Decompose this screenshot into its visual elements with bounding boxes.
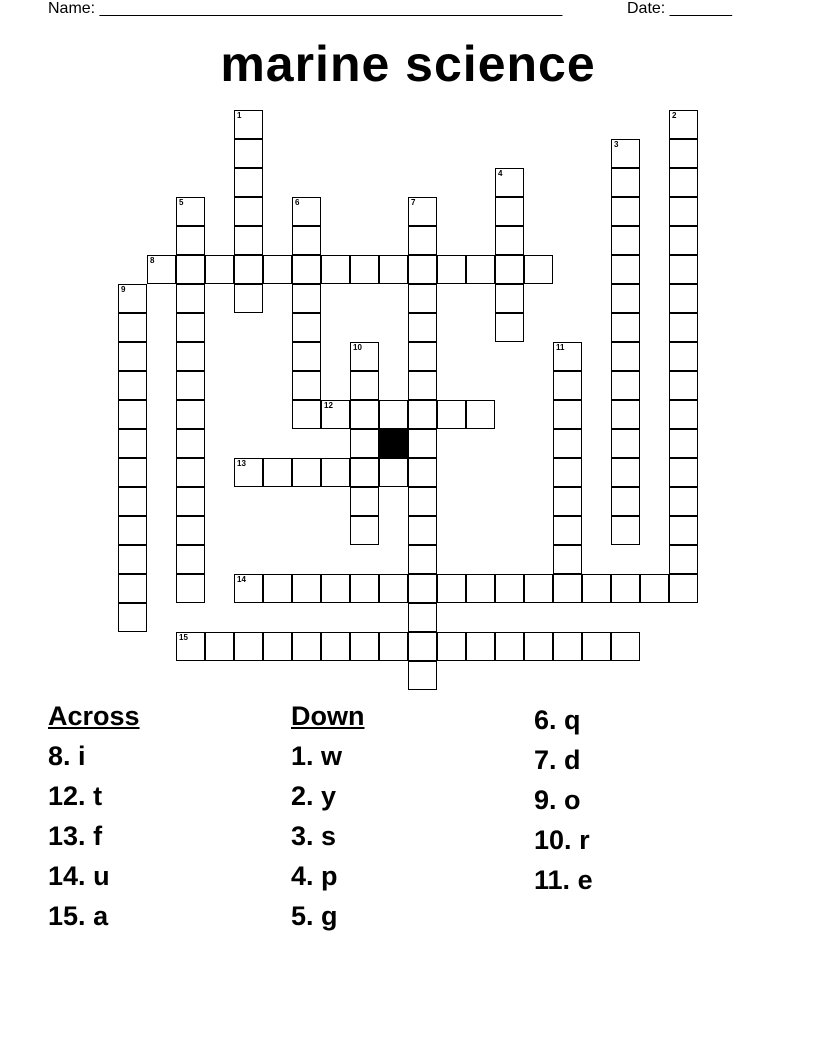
clue-number: 2 bbox=[672, 111, 677, 120]
grid-cell[interactable] bbox=[292, 458, 321, 487]
clue-down: 5. g bbox=[291, 901, 338, 931]
clue-across: 13. f bbox=[48, 821, 103, 851]
grid-cell[interactable] bbox=[176, 313, 205, 342]
grid-cell[interactable] bbox=[669, 255, 698, 284]
clue-number: 11 bbox=[556, 343, 565, 352]
grid-cell[interactable] bbox=[176, 255, 205, 284]
clue-across: 15. a bbox=[48, 901, 109, 931]
down-heading: Down bbox=[291, 701, 365, 731]
grid-cell[interactable] bbox=[669, 487, 698, 516]
clue-down: 4. p bbox=[291, 861, 338, 891]
grid-cell[interactable] bbox=[292, 197, 321, 226]
grid-cell[interactable] bbox=[350, 574, 379, 603]
grid-cell[interactable] bbox=[669, 110, 698, 139]
grid-cell[interactable] bbox=[234, 197, 263, 226]
grid-cell[interactable] bbox=[553, 458, 582, 487]
grid-cell[interactable] bbox=[176, 487, 205, 516]
grid-cell[interactable] bbox=[466, 632, 495, 661]
grid-cell[interactable] bbox=[669, 197, 698, 226]
grid-cell[interactable] bbox=[234, 458, 263, 487]
grid-cell[interactable] bbox=[669, 342, 698, 371]
grid-cell[interactable] bbox=[263, 458, 292, 487]
grid-cell[interactable] bbox=[611, 313, 640, 342]
grid-cell[interactable] bbox=[321, 458, 350, 487]
grid-cell[interactable] bbox=[147, 255, 176, 284]
grid-cell[interactable] bbox=[292, 255, 321, 284]
clue-down: 9. o bbox=[534, 785, 581, 815]
grid-cell[interactable] bbox=[234, 255, 263, 284]
grid-cell[interactable] bbox=[466, 255, 495, 284]
grid-cell[interactable] bbox=[263, 255, 292, 284]
clue-down: 11. e bbox=[534, 865, 593, 895]
grid-cell[interactable] bbox=[611, 487, 640, 516]
grid-cell[interactable] bbox=[669, 516, 698, 545]
grid-cell[interactable] bbox=[350, 632, 379, 661]
grid-cell[interactable] bbox=[292, 226, 321, 255]
clue-across: 14. u bbox=[48, 861, 110, 891]
grid-cell[interactable] bbox=[524, 255, 553, 284]
grid-cell[interactable] bbox=[118, 603, 147, 632]
grid-cell[interactable] bbox=[669, 226, 698, 255]
clue-down: 1. w bbox=[291, 741, 343, 771]
grid-cell[interactable] bbox=[524, 632, 553, 661]
grid-cell[interactable] bbox=[495, 574, 524, 603]
grid-cell[interactable] bbox=[408, 197, 437, 226]
grid-cell[interactable] bbox=[408, 429, 437, 458]
grid-cell[interactable] bbox=[379, 255, 408, 284]
clue-number: 15 bbox=[179, 633, 188, 642]
clue-down: 7. d bbox=[534, 745, 581, 775]
grid-cell[interactable] bbox=[495, 313, 524, 342]
clue-number: 10 bbox=[353, 343, 362, 352]
grid-cell[interactable] bbox=[379, 632, 408, 661]
grid-cell[interactable] bbox=[611, 197, 640, 226]
grid-cell[interactable] bbox=[176, 400, 205, 429]
grid-cell[interactable] bbox=[234, 632, 263, 661]
grid-cell[interactable] bbox=[234, 574, 263, 603]
grid-cell[interactable] bbox=[582, 574, 611, 603]
grid-cell[interactable] bbox=[118, 371, 147, 400]
grid-cell[interactable] bbox=[495, 284, 524, 313]
clue-down: 10. r bbox=[534, 825, 590, 855]
grid-cell[interactable] bbox=[350, 516, 379, 545]
grid-cell[interactable] bbox=[466, 400, 495, 429]
grid-cell[interactable] bbox=[437, 574, 466, 603]
grid-cell[interactable] bbox=[553, 400, 582, 429]
grid-cell[interactable] bbox=[408, 545, 437, 574]
grid-cell[interactable] bbox=[669, 313, 698, 342]
grid-cell[interactable] bbox=[263, 574, 292, 603]
grid-cell[interactable] bbox=[669, 458, 698, 487]
grid-cell[interactable] bbox=[176, 284, 205, 313]
grid-cell[interactable] bbox=[408, 284, 437, 313]
clue-down: 3. s bbox=[291, 821, 337, 851]
grid-cell[interactable] bbox=[408, 632, 437, 661]
grid-cell[interactable] bbox=[611, 429, 640, 458]
grid-cell[interactable] bbox=[553, 545, 582, 574]
grid-cell[interactable] bbox=[611, 371, 640, 400]
clue-across: 12. t bbox=[48, 781, 103, 811]
grid-cell[interactable] bbox=[611, 226, 640, 255]
grid-cell[interactable] bbox=[234, 168, 263, 197]
grid-cell[interactable] bbox=[118, 400, 147, 429]
page-title: marine science bbox=[220, 36, 596, 92]
grid-cell[interactable] bbox=[408, 603, 437, 632]
grid-cell[interactable] bbox=[176, 632, 205, 661]
grid-cell[interactable] bbox=[611, 168, 640, 197]
grid-cell[interactable] bbox=[292, 400, 321, 429]
clue-number: 3 bbox=[614, 140, 619, 149]
grid-cell[interactable] bbox=[553, 371, 582, 400]
clue-number: 12 bbox=[324, 401, 333, 410]
grid-cell[interactable] bbox=[553, 429, 582, 458]
down-clues bbox=[291, 700, 365, 936]
grid-cell[interactable] bbox=[553, 574, 582, 603]
grid-cell[interactable] bbox=[611, 516, 640, 545]
grid-cell[interactable] bbox=[176, 429, 205, 458]
grid-cell[interactable] bbox=[292, 371, 321, 400]
clue-across: 8. i bbox=[48, 741, 86, 771]
grid-cell[interactable] bbox=[611, 139, 640, 168]
grid-cell[interactable] bbox=[408, 574, 437, 603]
grid-cell[interactable] bbox=[234, 226, 263, 255]
grid-cell[interactable] bbox=[408, 661, 437, 690]
across-heading: Across bbox=[48, 701, 140, 731]
grid-cell[interactable] bbox=[118, 284, 147, 313]
name-label: Name: ____________________________________________________ bbox=[48, 0, 563, 17]
grid-cell[interactable] bbox=[669, 545, 698, 574]
clue-number: 9 bbox=[121, 285, 126, 294]
grid-cell[interactable] bbox=[553, 632, 582, 661]
grid-cell[interactable] bbox=[408, 255, 437, 284]
grid-cell[interactable] bbox=[669, 168, 698, 197]
grid-cell[interactable] bbox=[176, 226, 205, 255]
grid-cell[interactable] bbox=[408, 313, 437, 342]
clue-number: 6 bbox=[295, 198, 300, 207]
grid-cell[interactable] bbox=[611, 458, 640, 487]
grid-cell[interactable] bbox=[321, 574, 350, 603]
clue-number: 1 bbox=[237, 111, 242, 120]
grid-cell[interactable] bbox=[611, 632, 640, 661]
grid-cell[interactable] bbox=[524, 574, 553, 603]
grid-cell[interactable] bbox=[379, 574, 408, 603]
grid-cell[interactable] bbox=[495, 632, 524, 661]
grid-cell[interactable] bbox=[408, 342, 437, 371]
grid-cell[interactable] bbox=[408, 400, 437, 429]
grid-cell[interactable] bbox=[350, 342, 379, 371]
grid-cell[interactable] bbox=[176, 342, 205, 371]
grid-block bbox=[379, 429, 408, 458]
clue-down: 2. y bbox=[291, 781, 337, 811]
grid-cell[interactable] bbox=[350, 371, 379, 400]
across-clues bbox=[48, 700, 140, 936]
grid-cell[interactable] bbox=[205, 632, 234, 661]
grid-cell[interactable] bbox=[118, 458, 147, 487]
grid-cell[interactable] bbox=[611, 574, 640, 603]
grid-cell[interactable] bbox=[495, 226, 524, 255]
grid-cell[interactable] bbox=[611, 400, 640, 429]
grid-cell[interactable] bbox=[118, 313, 147, 342]
date-label: Date: _______ bbox=[627, 0, 732, 17]
grid-cell[interactable] bbox=[205, 255, 234, 284]
grid-cell[interactable] bbox=[292, 342, 321, 371]
grid-cell[interactable] bbox=[669, 400, 698, 429]
grid-cell[interactable] bbox=[176, 574, 205, 603]
grid-cell[interactable] bbox=[292, 284, 321, 313]
grid-cell[interactable] bbox=[321, 632, 350, 661]
grid-cell[interactable] bbox=[408, 371, 437, 400]
grid-cell[interactable] bbox=[437, 255, 466, 284]
grid-cell[interactable] bbox=[118, 342, 147, 371]
clue-number: 14 bbox=[237, 575, 246, 584]
grid-cell[interactable] bbox=[321, 255, 350, 284]
grid-cell[interactable] bbox=[611, 342, 640, 371]
clue-number: 13 bbox=[237, 459, 246, 468]
grid-cell[interactable] bbox=[321, 400, 350, 429]
grid-cell[interactable] bbox=[176, 516, 205, 545]
grid-cell[interactable] bbox=[553, 487, 582, 516]
grid-cell[interactable] bbox=[379, 400, 408, 429]
grid-cell[interactable] bbox=[176, 458, 205, 487]
grid-cell[interactable] bbox=[611, 284, 640, 313]
grid-cell[interactable] bbox=[408, 516, 437, 545]
grid-cell[interactable] bbox=[350, 487, 379, 516]
grid-cell[interactable] bbox=[553, 516, 582, 545]
grid-cell[interactable] bbox=[495, 197, 524, 226]
grid-cell[interactable] bbox=[234, 139, 263, 168]
grid-cell[interactable] bbox=[292, 313, 321, 342]
grid-cell[interactable] bbox=[118, 429, 147, 458]
grid-cell[interactable] bbox=[176, 371, 205, 400]
grid-cell[interactable] bbox=[669, 371, 698, 400]
grid-cell[interactable] bbox=[408, 226, 437, 255]
clue-number: 8 bbox=[150, 256, 155, 265]
grid-cell[interactable] bbox=[495, 255, 524, 284]
grid-cell[interactable] bbox=[350, 400, 379, 429]
grid-cell[interactable] bbox=[466, 574, 495, 603]
grid-cell[interactable] bbox=[669, 429, 698, 458]
grid-cell[interactable] bbox=[176, 545, 205, 574]
grid-cell[interactable] bbox=[408, 487, 437, 516]
grid-cell[interactable] bbox=[263, 632, 292, 661]
grid-cell[interactable] bbox=[350, 255, 379, 284]
grid-cell[interactable] bbox=[118, 516, 147, 545]
clue-down: 6. q bbox=[534, 705, 581, 735]
grid-cell[interactable] bbox=[118, 545, 147, 574]
grid-cell[interactable] bbox=[350, 429, 379, 458]
clue-number: 4 bbox=[498, 169, 503, 178]
grid-cell[interactable] bbox=[437, 400, 466, 429]
grid-cell[interactable] bbox=[611, 255, 640, 284]
grid-cell[interactable] bbox=[379, 458, 408, 487]
grid-cell[interactable] bbox=[495, 168, 524, 197]
grid-cell[interactable] bbox=[118, 487, 147, 516]
grid-cell[interactable] bbox=[234, 284, 263, 313]
grid-cell[interactable] bbox=[640, 574, 669, 603]
grid-cell[interactable] bbox=[408, 458, 437, 487]
grid-cell[interactable] bbox=[669, 574, 698, 603]
grid-cell[interactable] bbox=[350, 458, 379, 487]
grid-cell[interactable] bbox=[437, 632, 466, 661]
grid-cell[interactable] bbox=[292, 574, 321, 603]
grid-cell[interactable] bbox=[292, 632, 321, 661]
grid-cell[interactable] bbox=[118, 574, 147, 603]
clue-number: 5 bbox=[179, 198, 184, 207]
grid-cell[interactable] bbox=[234, 110, 263, 139]
grid-cell[interactable] bbox=[176, 197, 205, 226]
down-clues-continued bbox=[534, 700, 593, 900]
grid-cell[interactable] bbox=[669, 139, 698, 168]
clue-number: 7 bbox=[411, 198, 416, 207]
grid-cell[interactable] bbox=[669, 284, 698, 313]
grid-cell[interactable] bbox=[553, 342, 582, 371]
grid-cell[interactable] bbox=[582, 632, 611, 661]
